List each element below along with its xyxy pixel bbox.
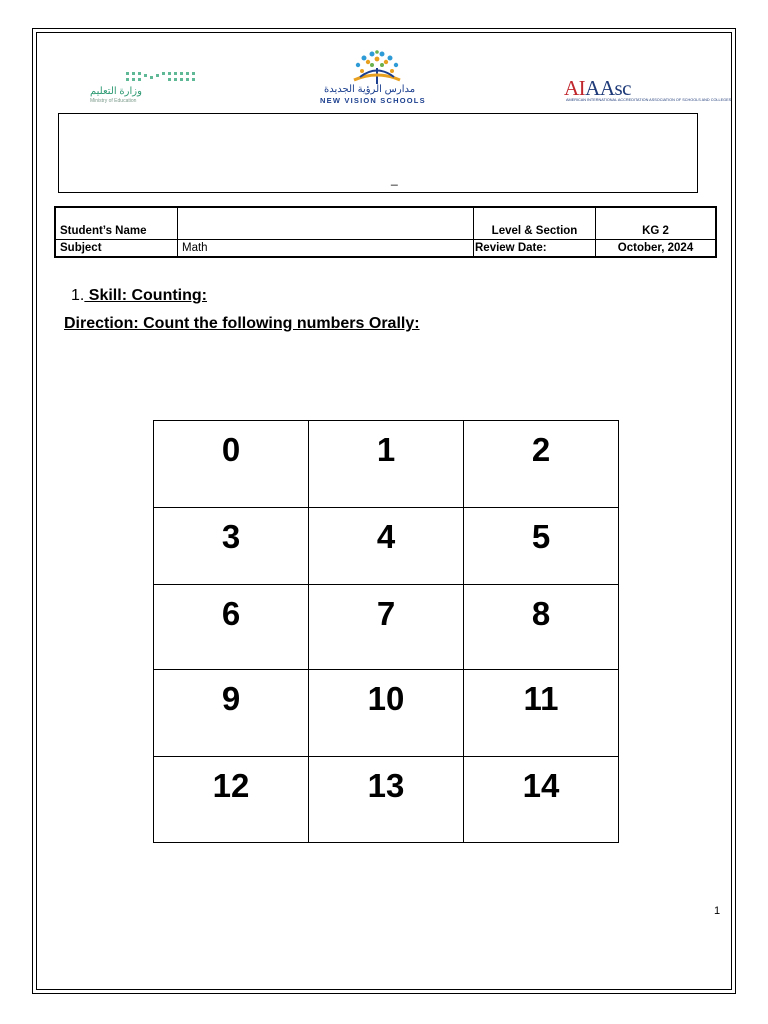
number-cell: 14 <box>464 757 619 843</box>
ministry-logo-mark <box>86 70 206 86</box>
number-grid <box>153 420 619 843</box>
page-number: 1 <box>714 905 721 917</box>
ministry-logo <box>86 70 206 104</box>
number-cell: 6 <box>154 585 309 670</box>
subject-label: Subject <box>55 240 178 258</box>
question-skill <box>71 287 207 305</box>
school-english-name: NEW VISION SCHOOLS <box>320 96 426 105</box>
ministry-english-name: Ministry of Education <box>90 98 137 104</box>
accreditation-subtitle: AMERICAN INTERNATIONAL ACCREDITATION ASSOCIATION OF SCHOOLS AND COLLEGES <box>566 98 732 102</box>
number-cell: 7 <box>309 585 464 670</box>
student-name-label: Student’s Name <box>55 207 178 240</box>
school-logo <box>302 50 452 106</box>
accreditation-logo <box>560 74 732 106</box>
number-cell: 1 <box>309 421 464 508</box>
review-date-label: Review Date: <box>474 240 596 258</box>
school-tree-emblem <box>302 50 452 86</box>
skill-title: Skill: Counting: <box>84 287 207 304</box>
review-date-value: October, 2024 <box>596 240 717 258</box>
number-cell: 5 <box>464 508 619 585</box>
title-dash: _ <box>391 172 398 186</box>
level-section-value: KG 2 <box>596 207 717 240</box>
accreditation-logo-mark: AIAAsc <box>564 76 631 100</box>
number-cell: 10 <box>309 670 464 757</box>
subject-value: Math <box>178 240 474 258</box>
student-name-field[interactable] <box>178 207 474 240</box>
number-cell: 13 <box>309 757 464 843</box>
question-direction: Direction: Count the following numbers Orally: <box>64 315 420 332</box>
number-cell: 9 <box>154 670 309 757</box>
number-cell: 3 <box>154 508 309 585</box>
student-info-table <box>54 206 717 258</box>
question-number: 1. <box>71 287 85 304</box>
number-cell: 4 <box>309 508 464 585</box>
number-cell: 11 <box>464 670 619 757</box>
school-arabic-name: مدارس الرؤية الجديدة <box>324 84 416 95</box>
number-cell: 12 <box>154 757 309 843</box>
level-section-label: Level & Section <box>474 207 596 240</box>
number-cell: 2 <box>464 421 619 508</box>
number-cell: 0 <box>154 421 309 508</box>
ministry-arabic-name: وزارة التعليم <box>90 86 142 97</box>
number-cell: 8 <box>464 585 619 670</box>
title-box <box>58 113 698 193</box>
